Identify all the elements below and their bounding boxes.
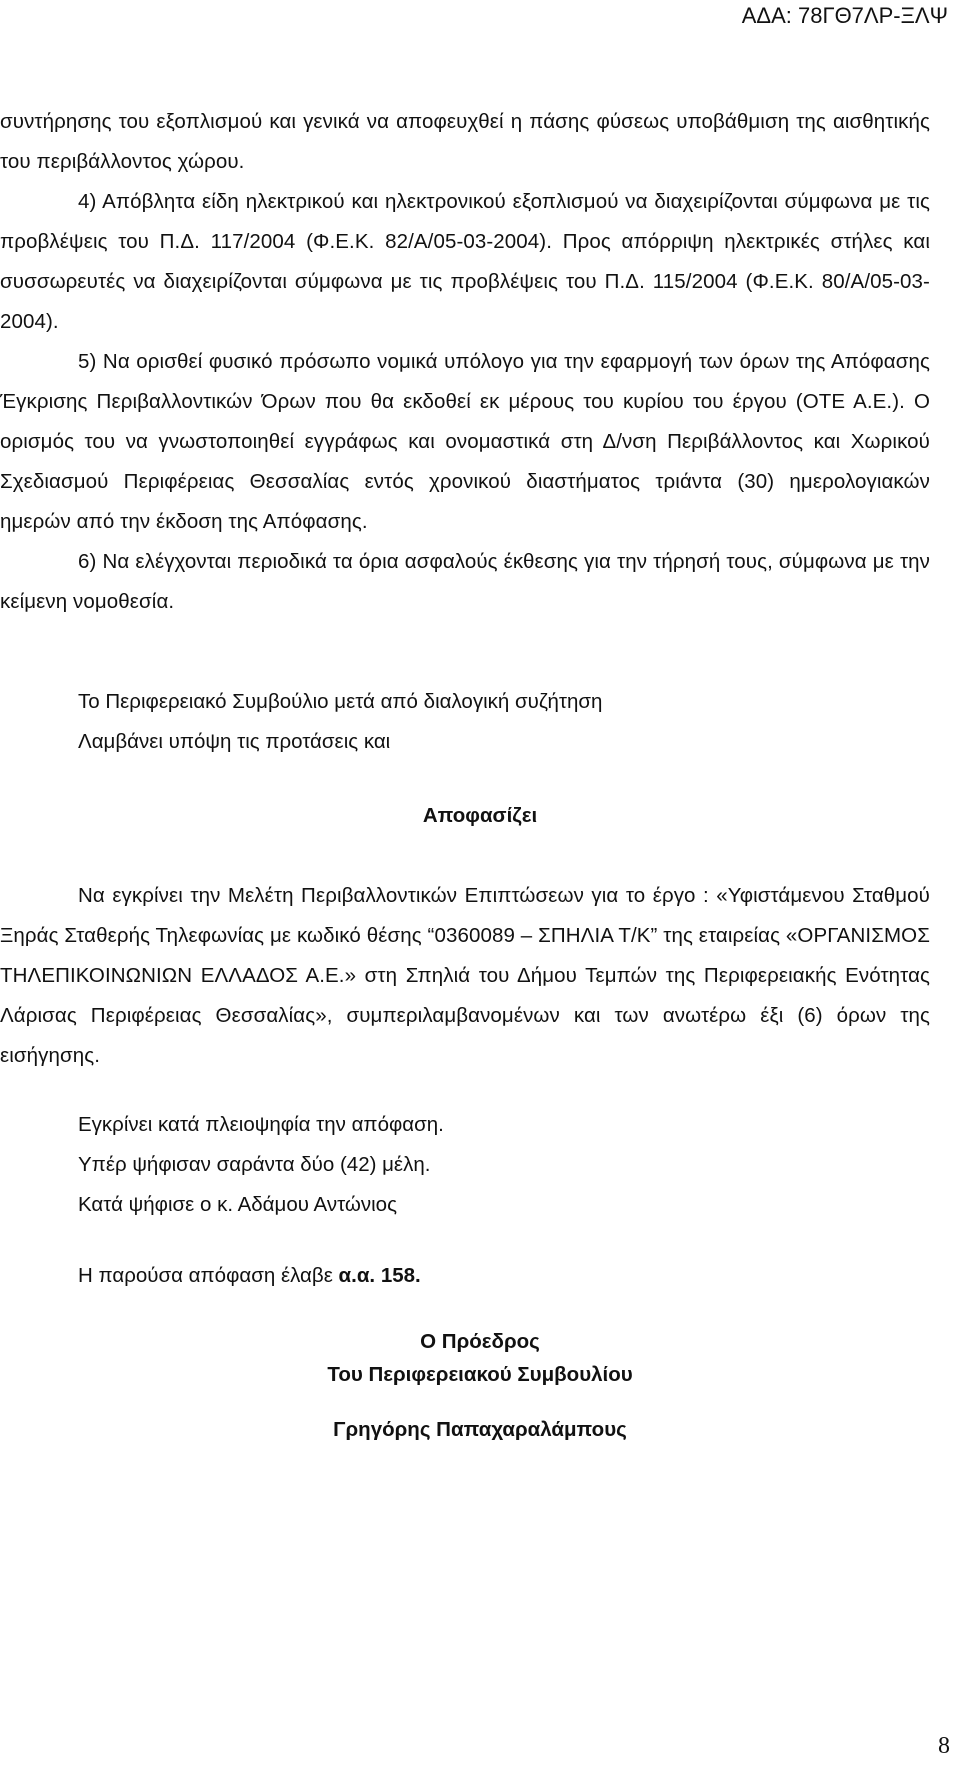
vote-for: Υπέρ ψήφισαν σαράντα δύο (42) μέλη. bbox=[78, 1153, 431, 1176]
council-proposals: Λαμβάνει υπόψη τις προτάσεις και bbox=[78, 730, 391, 753]
condition-continuation: συντήρησης του εξοπλισμού και γενικά να αποφευχθεί η πάσης φύσεως υποβάθμιση της αισθητικής του περιβάλλοντος χώρου. bbox=[0, 110, 930, 173]
conditions-block bbox=[0, 102, 930, 622]
signature-body: Του Περιφερειακού Συμβουλίου bbox=[327, 1363, 633, 1386]
signature-role: Ο Πρόεδρος bbox=[420, 1330, 540, 1353]
decides-heading: Αποφασίζει bbox=[422, 804, 538, 827]
condition-6: 6) Να ελέγχονται περιοδικά τα όρια ασφαλούς έκθεσης για την τήρησή τους, σύμφωνα με την κείμενη νομοθεσία. bbox=[0, 549, 930, 613]
decision-number-prefix: Η παρούσα απόφαση έλαβε bbox=[78, 1264, 339, 1287]
signature-name: Γρηγόρης Παπαχαραλάμπους bbox=[333, 1418, 627, 1441]
decision-number-value: α.α. 158. bbox=[338, 1264, 421, 1287]
vote-against: Κατά ψήφισε ο κ. Αδάμου Αντώνιος bbox=[78, 1193, 397, 1216]
vote-approved: Εγκρίνει κατά πλειοψηφία την απόφαση. bbox=[78, 1113, 444, 1136]
council-discussion: Το Περιφερειακό Συμβούλιο μετά από διαλογική συζήτηση bbox=[78, 690, 603, 713]
ada-code: ΑΔΑ: 78ΓΘ7ΛΡ-ΞΛΨ bbox=[741, 3, 948, 28]
decision-block bbox=[0, 876, 930, 1076]
page-number: 8 bbox=[938, 1733, 950, 1759]
condition-4: 4) Απόβλητα είδη ηλεκτρικού και ηλεκτρονικού εξοπλισμού να διαχειρίζονται σύμφωνα με τις προβλέψεις του Π.Δ. 117/2004 (Φ.Ε.Κ. 82/Α/05-03-2004). Προς απόρριψη ηλεκτρικές στήλες και συσσωρευτές να διαχειρίζονται σύμφωνα με τις προβλέψεις του Π.Δ. 115/2004 (Φ.Ε.Κ. 80/Α/05-03-2004). bbox=[0, 189, 930, 333]
decision-text: Να εγκρίνει την Μελέτη Περιβαλλοντικών Επιπτώσεων για το έργο : «Υφιστάμενου Σταθμού Ξηράς Σταθερής Τηλεφωνίας με κωδικό θέσης “0360089 – ΣΠΗΛΙΑ Τ/Κ” της εταιρείας «ΟΡΓΑΝΙΣΜΟΣ ΤΗΛΕΠΙΚΟΙΝΩΝΙΩΝ ΕΛΛΑΔΟΣ Α.Ε.» στη Σπηλιά του Δήμου Τεμπών της Περιφερειακής Ενότητας Λάρισας Περιφέρειας Θεσσαλίας», συμπεριλαμβανομένων και των ανωτέρω έξι (6) όρων της εισήγησης. bbox=[0, 884, 930, 1067]
condition-5: 5) Να ορισθεί φυσικό πρόσωπο νομικά υπόλογο για την εφαρμογή των όρων της Απόφασης Έγκρισης Περιβαλλοντικών Όρων που θα εκδοθεί εκ μέρους του κυρίου του έργου (ΟΤΕ Α.Ε.). Ο ορισμός του να γνωστοποιηθεί εγγράφως και ονομαστικά στη Δ/νση Περιβάλλοντος και Χωρικού Σχεδιασμού Περιφέρειας Θεσσαλίας εντός χρονικού διαστήματος τριάντα (30) ημερολογιακών ημερών από την έκδοση της Απόφασης. bbox=[0, 349, 930, 533]
decision-number bbox=[78, 1264, 421, 1288]
